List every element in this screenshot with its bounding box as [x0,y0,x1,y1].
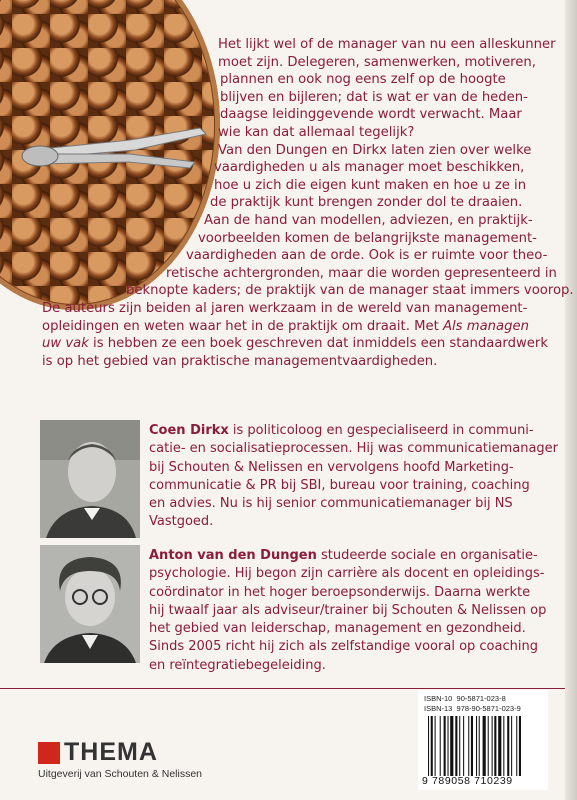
bio-line [149,547,549,565]
bio-line: communicatie & PR bij SBI, bureau voor training, coaching [149,477,530,493]
book-title-italic: Als managen [442,318,529,334]
blurb-line: De auteurs zijn beiden al jaren werkzaam in de wereld van management- [42,300,528,316]
blurb-line: vaardigheden aan de orde. Ook is er ruimte voor theo- [186,248,548,264]
blurb-line: voorbeelden komen de belangrijkste management- [198,230,537,246]
isbn13-value: 978-90-5871-023-9 [456,704,521,713]
blurb-line: Aan de hand van modellen, adviezen, en praktijk- [204,212,533,228]
book-title-italic: uw vak [42,336,89,352]
divider-line [0,688,565,689]
author-name: Coen Dirkx [149,423,229,438]
blurb-line [42,318,542,336]
bio-line: Vastgoed. [149,514,214,530]
bio-line: hij twaalf jaar als adviseur/trainer bij Schouten & Nelissen op [149,602,547,618]
blurb-text [42,36,574,370]
blurb-line: Het lijkt wel of de manager van nu een alleskunner [218,37,556,52]
blurb-line: vaardigheden u als manager moet beschikken, [214,160,525,176]
blurb-line: hoe u zich die eigen kunt maken en hoe u ze in [214,177,527,193]
blurb-line: daagse leidinggevende wordt verwacht. Maar [220,107,522,123]
author-coen-dirkx [40,420,558,545]
isbn10-label: ISBN-10 [424,694,453,703]
isbn13-label: ISBN-13 [424,704,453,713]
blurb-line: beknopte kaders; de praktijk van de manager staat immers voorop. [126,283,574,299]
publisher-logo-text: THEMA [64,738,158,766]
blurb-line: is op het gebied van praktische managementvaardigheden. [42,353,438,369]
isbn-barcode-box [418,690,548,790]
blurb-line-text: is hebben ze een boek geschreven dat inmiddels een standaardwerk [88,336,548,352]
bio-line: Sinds 2005 richt hij zich als zelfstandige vooral op coaching [149,639,538,655]
blurb-line: plannen en ook nog eens zelf op de hoogte [220,72,506,88]
author-photo-anton-van-den-dungen [40,545,140,663]
bio-text: is politicoloog en gespecialiseerd in communi- [228,423,534,438]
blurb-line: Van den Dungen en Dirkx laten zien over welke [218,142,532,158]
author-photo-coen-dirkx [40,420,140,538]
bio-line: psychologie. Hij begon zijn carrière als docent en opleidings- [149,566,545,582]
barcode-icon [426,716,544,776]
bio-line [149,422,549,440]
isbn10-value: 90-5871-023-8 [456,694,506,703]
barcode-digits: 9 789058 710239 [422,775,513,787]
author-bio-coen-dirkx [149,422,558,532]
blurb-line: de praktijk kunt brengen zonder dol te draaien. [210,195,523,211]
bio-text: studeerde sociale en organisatie- [316,548,538,563]
isbn10-line [424,694,506,703]
blurb-line: blijven en bijleren; dat is wat er van de heden- [220,89,528,105]
bio-line: bij Schouten & Nelissen en vervolgens hoofd Marketing- [149,459,514,475]
author-name: Anton van den Dungen [149,548,317,563]
bio-line: coördinator in het hoger beroepsonderwijs. Daarna werkte [149,584,531,600]
thema-logo-icon [38,742,60,764]
page-edge [565,0,577,800]
author-bio-anton-van-den-dungen [149,547,549,675]
bio-line: het gebied van leiderschap, management en gezondheid. [149,621,526,637]
blurb-line: moet zijn. Delegeren, samenwerken, motiveren, [218,54,536,70]
blurb-line: wie kan dat allemaal tegelijk? [218,124,415,140]
bio-line: catie- en socialisatieprocessen. Hij was communicatiemanager [149,441,558,457]
bio-line: en advies. Nu is hij senior communicatiemanager bij NS [149,496,513,512]
isbn13-line [424,704,521,713]
blurb-line: retische achtergronden, maar die worden gepresenteerd in [166,265,557,281]
bio-line: en reïntegratiebegeleiding. [149,657,326,673]
blurb-line [42,335,548,353]
publisher-subtitle: Uitgeverij van Schouten & Nelissen [38,768,203,780]
author-anton-van-den-dungen [40,545,547,673]
blurb-line-text: opleidingen en weten waar het in de praktijk om draait. Met [42,318,439,334]
